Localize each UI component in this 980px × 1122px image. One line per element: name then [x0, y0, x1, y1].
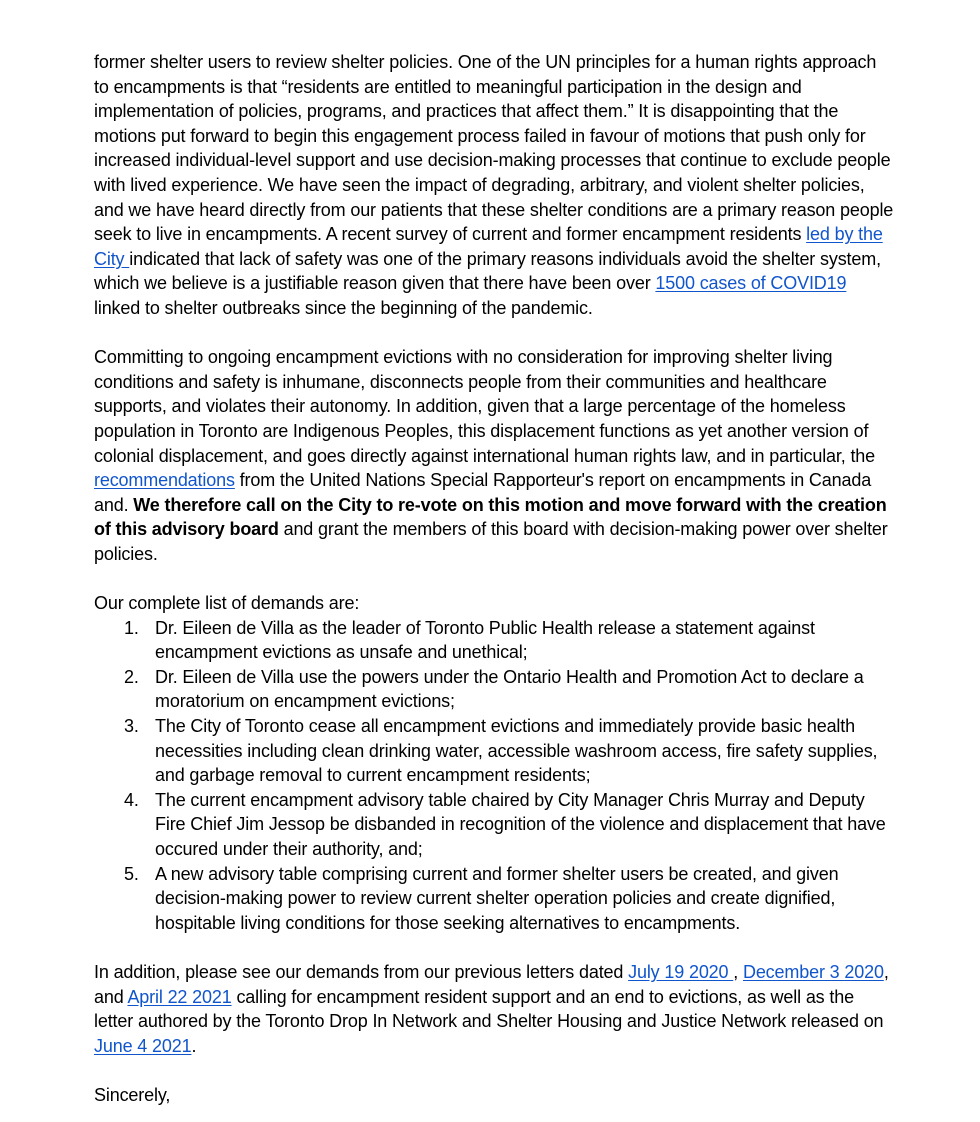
- link-june-4-2021[interactable]: June 4 2021: [94, 1035, 192, 1056]
- closing-salutation: Sincerely,: [94, 1084, 171, 1105]
- list-number: 2.: [124, 666, 139, 687]
- bold-call-to-action: We therefore call on the City to re-vote on this motion and move forward with the creation of this advisory board: [94, 494, 887, 540]
- paragraph-shelter-policies: [94, 50, 894, 321]
- demand-item: [94, 714, 894, 788]
- list-number: 4.: [124, 789, 139, 810]
- paragraph-text: , and: [94, 961, 889, 1007]
- paragraph-spacer: [94, 321, 894, 346]
- demand-item: [94, 616, 894, 665]
- list-number: 1.: [124, 617, 139, 638]
- paragraph-spacer: [94, 566, 894, 591]
- demands-list: [94, 616, 894, 936]
- demand-item: [94, 862, 894, 936]
- paragraph-text: linked to shelter outbreaks since the beginning of the pandemic.: [94, 297, 593, 318]
- paragraph-text: .: [191, 1035, 197, 1056]
- paragraph-text: former shelter users to review shelter policies. One of the UN principles for a human rights approach to encampments is that “residents are entitled to meaningful participation in the design and implementation of policies, programs, and practices that affect them.” It is disappointing that the motions put forward to begin this engagement process failed in favour of motions that push only for increased individual-level support and use decision-making processes that continue to exclude people with lived experience. We have seen the impact of degrading, arbitrary, and violent shelter policies, and we have heard directly from our patients that these shelter conditions are a primary reason people seek to live in encampments. A recent survey of current and former encampment residents: [94, 52, 894, 245]
- paragraph-text: and grant the members of this board with decision-making power over shelter policies.: [94, 519, 888, 564]
- paragraph-encampment-evictions: [94, 345, 894, 566]
- link-covid19-cases[interactable]: 1500 cases of COVID19: [655, 273, 847, 294]
- paragraph-text: from the United Nations Special Rapporteur's report on encampments in Canada and.: [94, 470, 872, 515]
- list-number: 5.: [124, 863, 139, 884]
- paragraph-text: indicated that lack of safety was one of the primary reasons individuals avoid the shelter system, which we believe is a justifiable reason given that there have been over: [94, 248, 881, 294]
- link-april-22-2021[interactable]: April 22 2021: [127, 986, 232, 1007]
- demand-text: Dr. Eileen de Villa use the powers under the Ontario Health and Promotion Act to declare a moratorium on encampment evictions;: [155, 666, 864, 712]
- list-number: 3.: [124, 716, 139, 737]
- link-july-19-2020[interactable]: July 19 2020: [628, 961, 734, 982]
- paragraph-spacer: [94, 935, 894, 960]
- demand-item: [94, 788, 894, 862]
- demand-text: A new advisory table comprising current and former shelter users be created, and given decision-making power to review current shelter operation policies and create dignified, hospitable living conditions for those seeking alternatives to encampments.: [155, 863, 839, 933]
- paragraph-text: Committing to ongoing encampment evictions with no consideration for improving shelter living conditions and safety is inhumane, disconnects people from their communities and healthcare supports, and violates their autonomy. In addition, given that a large percentage of the homeless population in Toronto are Indigenous Peoples, this displacement functions as yet another version of colonial displacement, and goes directly against international human rights law, and in particular, the: [94, 347, 876, 466]
- demand-text: The current encampment advisory table chaired by City Manager Chris Murray and Deputy Fire Chief Jim Jessop be disbanded in recognition of the violence and displacement that have occured under their authority, and;: [155, 789, 886, 859]
- paragraph-text: ,: [733, 961, 743, 982]
- paragraph-text: In addition, please see our demands from our previous letters dated: [94, 961, 629, 982]
- link-led-by-the-city[interactable]: led by the City: [94, 224, 883, 269]
- demand-text: Dr. Eileen de Villa as the leader of Toronto Public Health release a statement against encampment evictions as unsafe and unethical;: [155, 617, 815, 663]
- demands-intro: Our complete list of demands are:: [94, 593, 360, 614]
- document-page: [94, 50, 894, 1108]
- demand-text: The City of Toronto cease all encampment evictions and immediately provide basic health necessities including clean drinking water, accessible washroom access, fire safety supplies, and garbage removal to current encampment residents;: [155, 716, 878, 786]
- link-december-3-2020[interactable]: December 3 2020: [742, 961, 884, 982]
- paragraph-previous-letters: [94, 960, 894, 1058]
- demand-item: [94, 665, 894, 714]
- paragraph-spacer: [94, 1058, 894, 1083]
- link-recommendations[interactable]: recommendations: [94, 470, 235, 491]
- paragraph-text: calling for encampment resident support and an end to evictions, as well as the letter authored by the Toronto Drop In Network and Shelter Housing and Justice Network released on: [94, 986, 884, 1032]
